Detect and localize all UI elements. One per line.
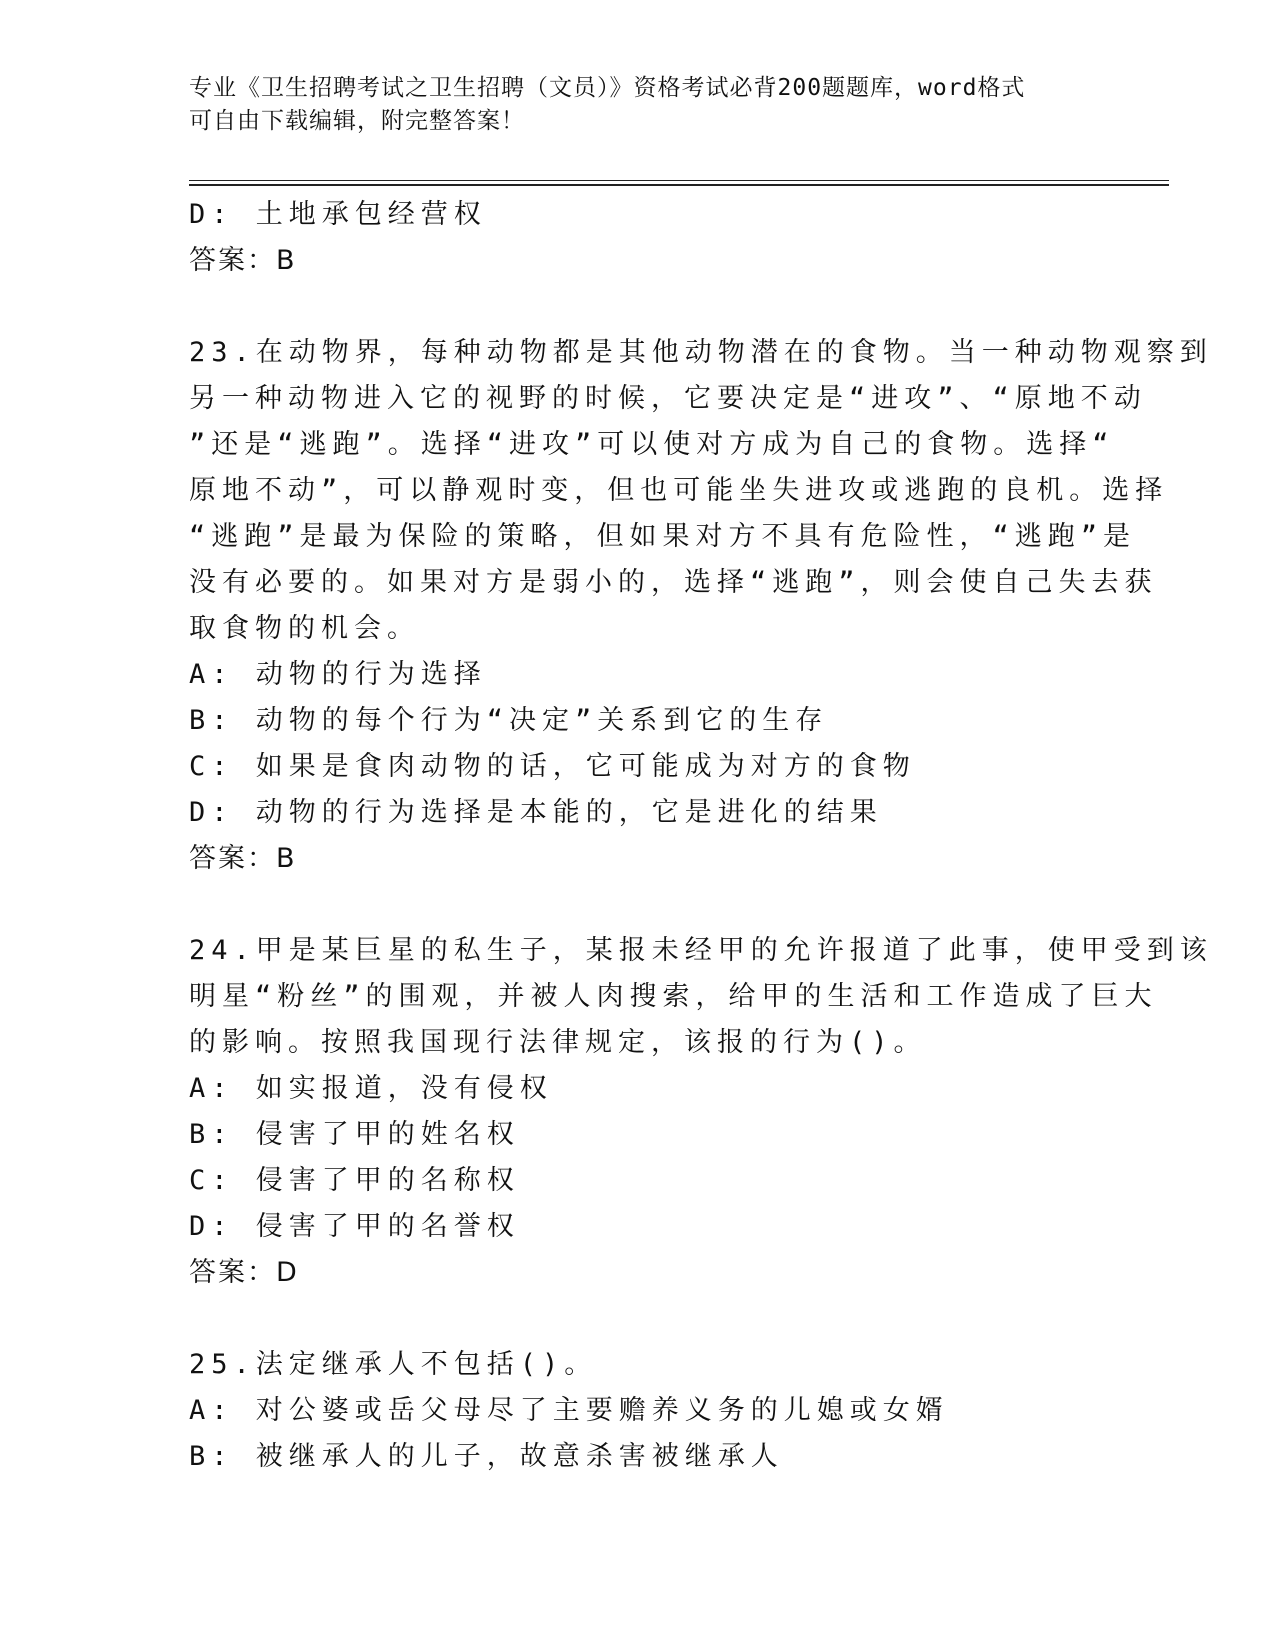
question-text-line: “逃跑”是最为保险的策略，但如果对方不具有危险性，“逃跑”是 <box>189 521 1137 552</box>
option-d: D: 侵害了甲的名誉权 <box>189 1211 520 1242</box>
option-c: C: 侵害了甲的名称权 <box>189 1165 520 1196</box>
option-b: B: 侵害了甲的姓名权 <box>189 1119 520 1150</box>
header-line-2: 可自由下载编辑，附完整答案！ <box>189 108 525 134</box>
question-text-line: 的影响。按照我国现行法律规定，该报的行为()。 <box>189 1027 927 1058</box>
spacer <box>189 284 1089 330</box>
question-text-line: 原地不动”，可以静观时变，但也可能坐失进攻或逃跑的良机。选择 <box>189 475 1169 506</box>
question-text-line: 25.法定继承人不包括()。 <box>189 1349 598 1380</box>
spacer <box>189 1296 1089 1342</box>
option-a: A: 对公婆或岳父母尽了主要赡养义务的儿媳或女婿 <box>189 1395 949 1426</box>
header-line-1: 专业《卫生招聘考试之卫生招聘（文员）》资格考试必背200题题库，word格式 <box>189 75 1026 101</box>
question-23 <box>189 330 1213 882</box>
answer: 答案：B <box>189 843 297 874</box>
question-text-line: 明星“粉丝”的围观，并被人肉搜索，给甲的生活和工作造成了巨大 <box>189 981 1158 1012</box>
option-a: A: 如实报道，没有侵权 <box>189 1073 553 1104</box>
option-c: C: 如果是食肉动物的话，它可能成为对方的食物 <box>189 751 916 782</box>
question-text-line: 没有必要的。如果对方是弱小的，选择“逃跑”，则会使自己失去获 <box>189 567 1158 598</box>
document-header <box>189 72 1089 138</box>
option-d: D: 动物的行为选择是本能的，它是进化的结果 <box>189 797 883 828</box>
question-25 <box>189 1342 1089 1480</box>
prev-option-d: D: 土地承包经营权 <box>189 199 487 230</box>
spacer <box>189 882 1089 928</box>
question-text-line: 24.甲是某巨星的私生子，某报未经甲的允许报道了此事，使甲受到该 <box>189 935 1213 966</box>
document-body <box>189 192 1213 1480</box>
header-divider-thin <box>189 180 1169 181</box>
header-divider-thick <box>189 184 1169 186</box>
prev-answer: 答案：B <box>189 245 297 276</box>
question-text-line: 23.在动物界，每种动物都是其他动物潜在的食物。当一种动物观察到 <box>189 337 1213 368</box>
option-b: B: 动物的每个行为“决定”关系到它的生存 <box>189 705 829 736</box>
option-a: A: 动物的行为选择 <box>189 659 487 690</box>
option-b: B: 被继承人的儿子，故意杀害被继承人 <box>189 1441 784 1472</box>
question-text-line: 取食物的机会。 <box>189 613 420 644</box>
answer: 答案：D <box>189 1257 299 1288</box>
question-24 <box>189 928 1213 1296</box>
question-text-line: 另一种动物进入它的视野的时候，它要决定是“进攻”、“原地不动 <box>189 383 1147 414</box>
question-text-line: ”还是“逃跑”。选择“进攻”可以使对方成为自己的食物。选择“ <box>189 429 1115 460</box>
